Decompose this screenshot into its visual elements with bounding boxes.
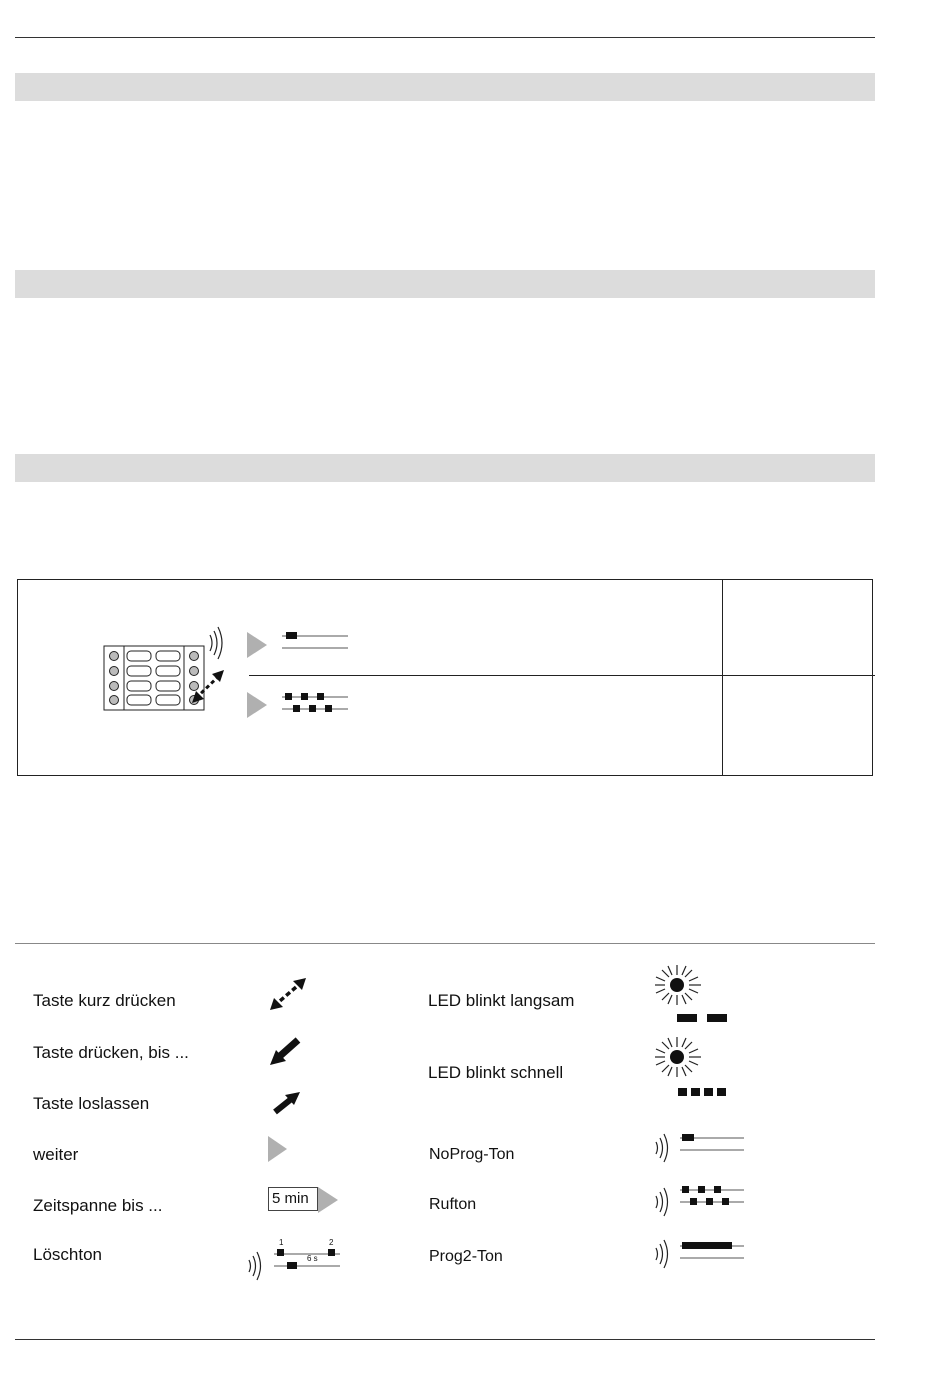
- box-column-divider: [722, 580, 723, 775]
- timespan-value: 5 min: [272, 1190, 309, 1207]
- double-arrow-icon: [268, 976, 308, 1012]
- legend-label-led-schnell: LED blinkt schnell: [428, 1063, 564, 1082]
- timespan-icon: [268, 1187, 342, 1213]
- legend-label-zeitspanne: Zeitspanne bis ...: [33, 1196, 163, 1215]
- section-header-band-1: [15, 73, 875, 101]
- legend-label-rufton: Rufton: [429, 1196, 477, 1213]
- legend-label-prog2: Prog2-Ton: [429, 1248, 503, 1265]
- ring-tone-icon: [652, 1182, 748, 1220]
- legend-label-weiter: weiter: [33, 1145, 79, 1164]
- keypad-illustration: [100, 625, 240, 720]
- legend-label-taste-kurz: Taste kurz drücken: [33, 991, 176, 1010]
- legend-label-loeschton: Löschton: [33, 1245, 102, 1264]
- legend-label-noprog: NoProg-Ton: [429, 1146, 515, 1163]
- release-arrow-icon: [272, 1090, 302, 1116]
- next-triangle-icon: [247, 692, 269, 718]
- noprog-tone-icon: [652, 1130, 748, 1166]
- delete-tone-icon: [246, 1238, 346, 1284]
- box-row-divider: [249, 675, 875, 676]
- ring-tone-icon: [282, 690, 350, 714]
- timespan-triangle: [318, 1187, 340, 1213]
- led-fast-icon: [652, 1034, 732, 1098]
- prog2-tone-icon: [652, 1236, 748, 1272]
- legend-top-rule: [15, 943, 875, 944]
- delete-tone-mark-duration: 6 s: [307, 1254, 318, 1263]
- press-arrow-icon: [268, 1037, 302, 1067]
- section-header-band-2: [15, 270, 875, 298]
- bottom-rule: [15, 1339, 875, 1340]
- legend-label-taste-loslassen: Taste loslassen: [33, 1094, 150, 1113]
- legend-label-taste-druecken: Taste drücken, bis ...: [33, 1043, 189, 1062]
- section-header-band-3: [15, 454, 875, 482]
- legend-label-led-langsam: LED blinkt langsam: [428, 991, 575, 1010]
- delete-tone-mark-1: 1: [279, 1238, 284, 1247]
- next-triangle-icon: [247, 632, 269, 658]
- led-slow-icon: [652, 962, 732, 1024]
- top-rule: [15, 37, 875, 38]
- noprog-tone-icon: [282, 630, 350, 652]
- next-triangle-icon: [268, 1136, 288, 1162]
- delete-tone-mark-2: 2: [329, 1238, 334, 1247]
